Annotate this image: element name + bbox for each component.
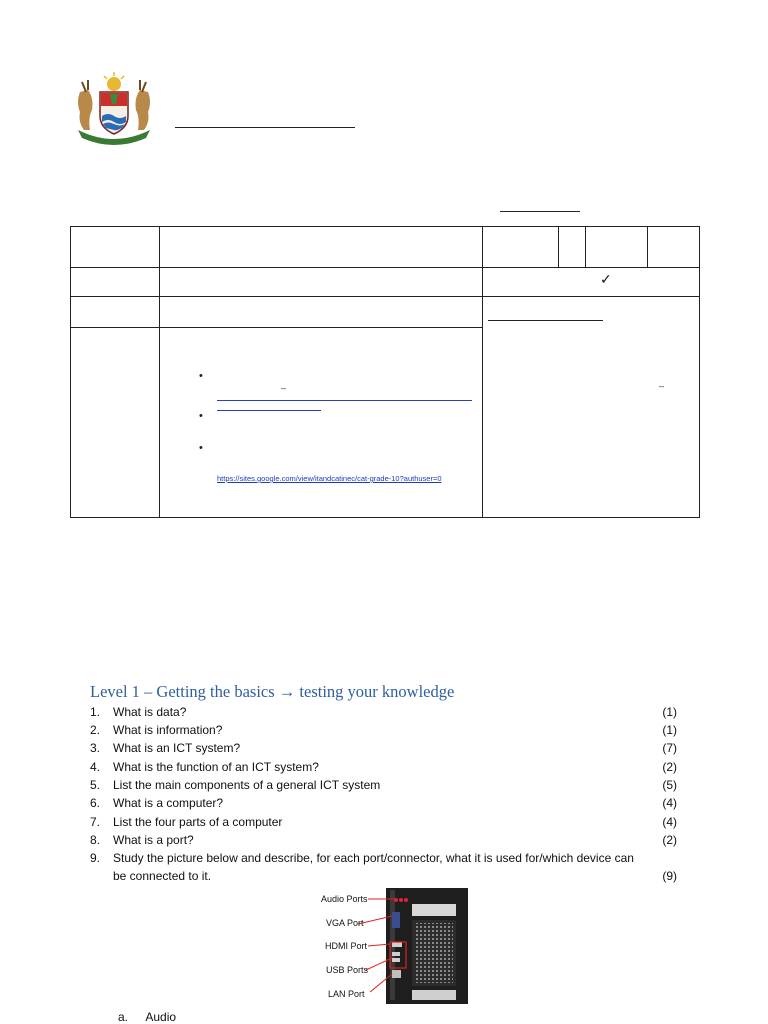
question-text: Study the picture below and describe, for each port/connector, what it is used for/which device can — [113, 851, 634, 865]
level-heading: Level 1 – Getting the basics → testing your knowledge — [90, 682, 455, 701]
table-cell — [483, 268, 700, 297]
question-item — [90, 851, 677, 869]
question-number: 4. — [90, 760, 101, 774]
dash-mark: _ — [281, 379, 287, 389]
table-cell — [648, 227, 700, 268]
question-text: What is an ICT system? — [113, 741, 241, 755]
question-item — [90, 833, 677, 851]
question-text: What is a computer? — [113, 796, 224, 810]
table-cell — [483, 297, 700, 518]
figure-label: HDMI Port — [325, 941, 368, 951]
table-cell — [160, 268, 483, 297]
question-item — [90, 760, 677, 778]
table-cell — [160, 297, 483, 328]
table-cell — [483, 227, 559, 268]
table-cell — [559, 227, 586, 268]
table-cell — [586, 227, 648, 268]
title-underline — [175, 127, 355, 128]
question-item — [90, 705, 677, 723]
field-underline — [488, 320, 603, 321]
question-item — [90, 815, 677, 833]
question-number: 1. — [90, 705, 101, 719]
question-number: 8. — [90, 833, 101, 847]
answer-text: Audio — [145, 1010, 177, 1024]
question-item — [90, 796, 677, 814]
question-marks: (2) — [662, 760, 677, 774]
computer-ports-figure — [320, 886, 469, 1006]
table-cell — [71, 297, 160, 328]
check-mark-icon: ✓ — [600, 272, 612, 288]
question-number: 3. — [90, 741, 101, 755]
figure-label: VGA Port — [326, 918, 364, 928]
question-marks: (4) — [662, 815, 677, 829]
question-item — [90, 778, 677, 796]
question-marks: (1) — [662, 705, 677, 719]
figure-label: LAN Port — [328, 989, 365, 999]
question-number: 9. — [90, 851, 101, 865]
figure-label: Audio Ports — [321, 894, 368, 904]
question-number: 5. — [90, 778, 101, 792]
question-text: What is the function of an ICT system? — [113, 760, 319, 774]
hyperlink-underline[interactable] — [217, 400, 472, 401]
question-number: 7. — [90, 815, 101, 829]
coat-of-arms-logo — [70, 72, 158, 146]
question-marks: (1) — [662, 723, 677, 737]
question-marks: (2) — [662, 833, 677, 847]
field-underline — [500, 211, 580, 212]
question-text: What is data? — [113, 705, 187, 719]
question-marks: (7) — [662, 741, 677, 755]
question-text: List the four parts of a computer — [113, 815, 283, 829]
question-text: What is a port? — [113, 833, 194, 847]
figure-label: USB Ports — [326, 965, 369, 975]
question-marks: (4) — [662, 796, 677, 810]
hyperlink-underline[interactable] — [217, 410, 321, 411]
table-cell — [71, 227, 160, 268]
answer-letter: a. — [118, 1010, 129, 1024]
question-item — [90, 741, 677, 759]
dash-mark: _ — [659, 377, 665, 387]
question-item — [90, 869, 677, 887]
question-text: What is information? — [113, 723, 223, 737]
bullet-icon: • — [199, 410, 203, 422]
table-cell — [71, 328, 160, 518]
table-cell — [160, 227, 483, 268]
table-cell — [71, 268, 160, 297]
question-text: be connected to it. — [113, 869, 212, 883]
question-marks: (9) — [662, 869, 677, 883]
question-marks: (5) — [662, 778, 677, 792]
question-number: 2. — [90, 723, 101, 737]
question-number: 6. — [90, 796, 101, 810]
bullet-icon: • — [199, 370, 203, 382]
question-item — [90, 723, 677, 741]
bullet-icon: • — [199, 442, 203, 454]
table-cell — [160, 328, 483, 518]
answer-item — [118, 1010, 176, 1024]
resource-link[interactable]: https://sites.google.com/view/itandcatinec/cat-grade-10?authuser=0 — [217, 474, 442, 483]
question-text: List the main components of a general ICT system — [113, 778, 381, 792]
